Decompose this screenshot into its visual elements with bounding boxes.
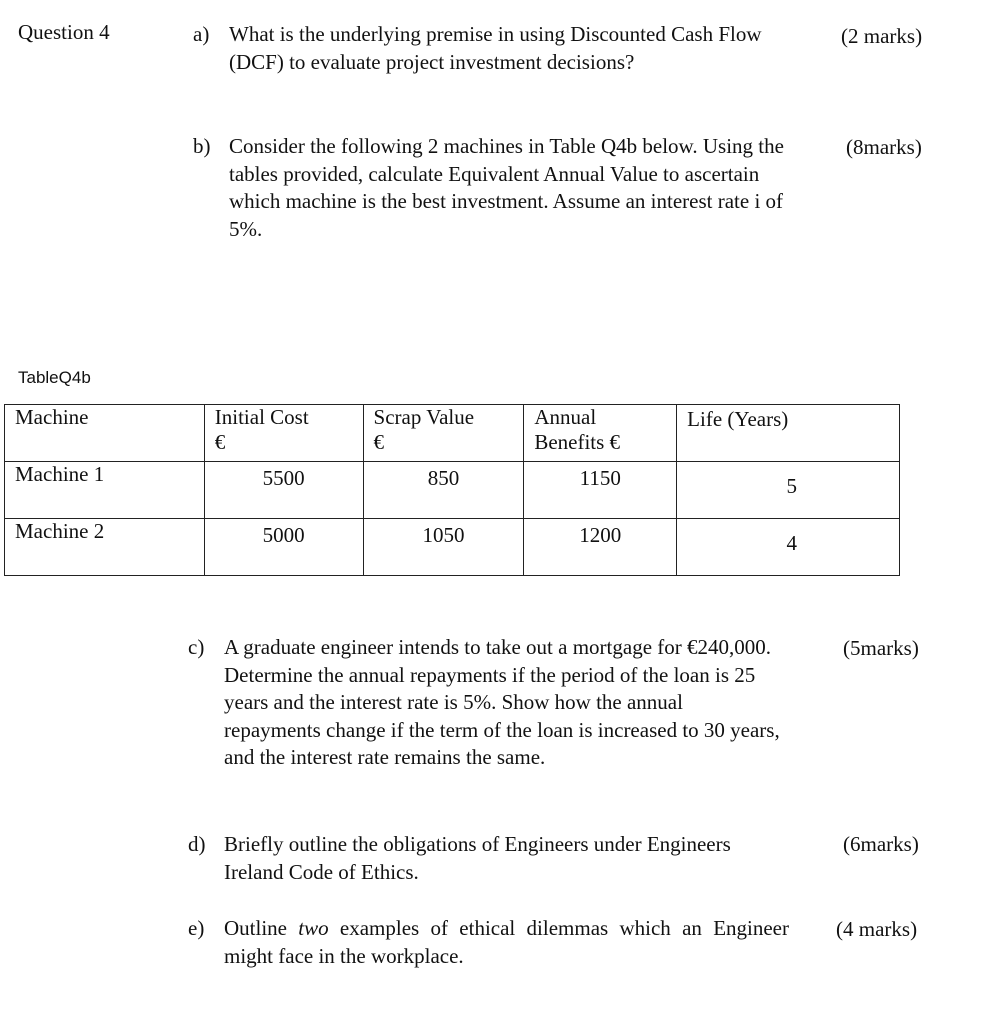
header-life <box>677 405 900 462</box>
machines-table <box>4 404 900 576</box>
cell-initial-cost-text: 5500 <box>262 466 305 490</box>
cell-annual-benefits-text: 1200 <box>579 523 622 547</box>
part-b-marks: (8marks) <box>846 135 922 159</box>
part-c-label: c) <box>188 635 205 659</box>
header-initial-cost-line2: € <box>214 430 226 454</box>
cell-scrap-value-text: 850 <box>427 466 460 490</box>
cell-machine-text: Machine 2 <box>15 519 105 543</box>
question-title: Question 4 <box>18 20 110 44</box>
cell-life <box>677 462 900 519</box>
cell-life <box>677 519 900 576</box>
part-d-label: d) <box>188 832 206 856</box>
part-e-label: e) <box>188 916 205 940</box>
cell-scrap-value-text: 1050 <box>422 523 465 547</box>
part-a-marks: (2 marks) <box>841 24 923 48</box>
part-e-text <box>224 915 789 970</box>
header-scrap-value-line1: Scrap Value <box>373 405 475 429</box>
cell-initial-cost <box>204 519 363 576</box>
part-a-label: a) <box>193 22 210 46</box>
part-b-label: b) <box>193 134 211 158</box>
table-row <box>5 462 900 519</box>
part-b-text: Consider the following 2 machines in Table Q4b below. Using the tables provided, calculate Equivalent Annual Value to ascertain which machine is the best investment. Assume an interest rate i of 5%. <box>229 134 784 241</box>
part-c-marks: (5marks) <box>843 636 919 660</box>
header-machine <box>5 405 205 462</box>
header-machine-text: Machine <box>15 405 89 429</box>
part-d-text: Briefly outline the obligations of Engineers under Engineers Ireland Code of Ethics. <box>224 832 731 884</box>
cell-life-text: 5 <box>786 474 797 498</box>
cell-machine <box>5 519 205 576</box>
header-initial-cost <box>204 405 363 462</box>
table-row <box>5 519 900 576</box>
header-scrap-value-line2: € <box>373 430 385 454</box>
cell-scrap-value <box>363 519 524 576</box>
part-d-marks: (6marks) <box>843 832 919 856</box>
header-life-text: Life (Years) <box>687 407 789 431</box>
part-e-text-after: examples of ethical dilemmas which an Engineer might face in the workplace. <box>224 916 789 968</box>
cell-machine <box>5 462 205 519</box>
cell-initial-cost <box>204 462 363 519</box>
cell-machine-text: Machine 1 <box>15 462 105 486</box>
table-header-row <box>5 405 900 462</box>
part-e-marks: (4 marks) <box>836 917 918 941</box>
cell-annual-benefits <box>524 462 677 519</box>
header-scrap-value <box>363 405 524 462</box>
cell-life-text: 4 <box>786 531 797 555</box>
cell-scrap-value <box>363 462 524 519</box>
part-e-emphasis: two <box>298 916 329 940</box>
table-caption: TableQ4b <box>18 368 91 387</box>
header-annual-line1: Annual <box>534 405 597 429</box>
header-annual-benefits <box>524 405 677 462</box>
cell-annual-benefits <box>524 519 677 576</box>
part-a-text: What is the underlying premise in using Discounted Cash Flow (DCF) to evaluate project investment decisions? <box>229 22 762 74</box>
part-e-text-before: Outline <box>224 916 299 940</box>
header-initial-cost-line1: Initial Cost <box>214 405 309 429</box>
part-c-text: A graduate engineer intends to take out a mortgage for €240,000. Determine the annual repayments if the period of the loan is 25 years and the interest rate is 5%. Show how the annual repayments change if the term of the loan is increased to 30 years, and the interest rate remains the same. <box>224 635 780 769</box>
cell-initial-cost-text: 5000 <box>262 523 305 547</box>
cell-annual-benefits-text: 1150 <box>579 466 621 490</box>
header-annual-line2: Benefits € <box>534 430 621 454</box>
